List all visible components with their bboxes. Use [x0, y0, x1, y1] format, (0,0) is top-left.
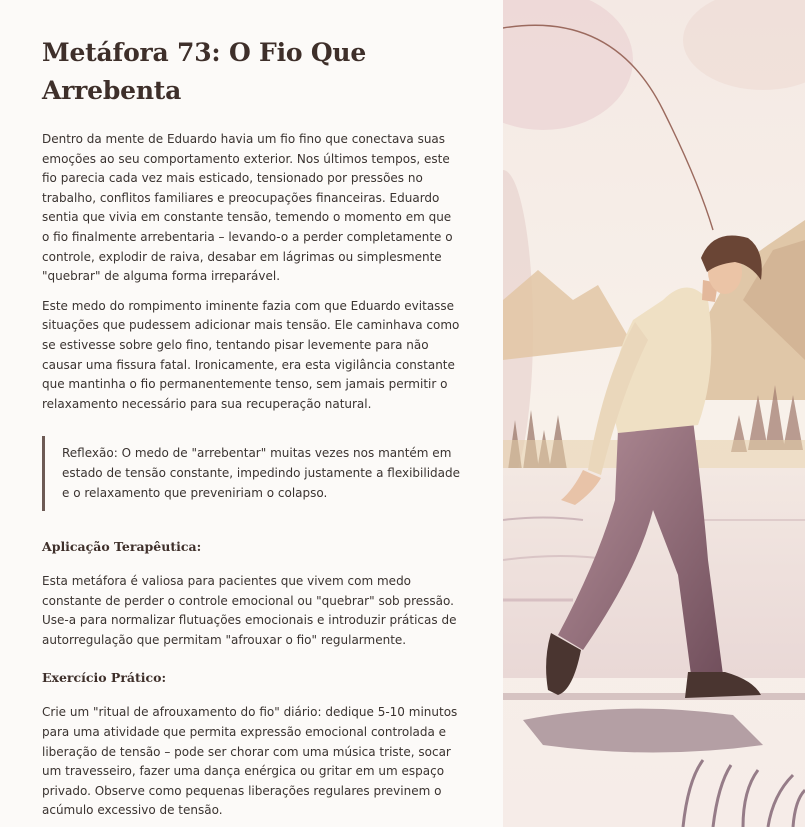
- exercise-text: Crie um "ritual de afrouxamento do fio" diário: dedique 5-10 minutos para uma atividade que permita expressão emocional controlada e liberação de tensão – pode ser chorar com uma música triste, socar um travesseiro, fazer uma dança enérgica ou gritar em um espaço privado. Observe como pequenas liberações regulares previnem o acúmulo excessivo de tensão.: [42, 705, 458, 818]
- ground-shadow: [523, 709, 763, 753]
- article-title: Metáfora 73: O Fio Que Arrebenta: [42, 38, 367, 105]
- man-walking-illustration: [503, 0, 805, 827]
- article-paragraph-2: Este medo do rompimento iminente fazia com que Eduardo evitasse situações que pudessem adicionar mais tensão. Ele caminhava como se estivesse sobre gelo fino, tentando pisar levemente para não causar uma fissura fatal. Ironicamente, era esta vigilância constante que mantinha o fio permanentemente tenso, sem jamais permitir o relaxamento necessário para sua recuperação natural.: [42, 298, 460, 411]
- exercise-heading: Exercício Prático:: [42, 670, 167, 686]
- application-text: Esta metáfora é valiosa para pacientes que vivem com medo constante de perder o controle emocional ou "quebrar" sob pressão. Use-a para normalizar flutuações emocionais e introduzir práticas de autorregulação que permitam "afrouxar o fio" regularmente.: [42, 574, 457, 647]
- reflection-blockquote: Reflexão: O medo de "arrebentar" muitas vezes nos mantém em estado de tensão constante, impedindo justamente a flexibilidade e o relaxamento que preveniriam o colapso.: [42, 436, 461, 511]
- application-heading: Aplicação Terapêutica:: [42, 539, 202, 555]
- article-paragraph-1: Dentro da mente de Eduardo havia um fio fino que conectava suas emoções ao seu comportamento exterior. Nos últimos tempos, este fio parecia cada vez mais esticado, tensionado por pressões no trabalho, conflitos familiares e preocupações financeiras. Eduardo sentia que vivia em constante tensão, temendo o momento em que o fio finalmente arrebentaria – levando-o a perder completamente o controle, explodir de raiva, desabar em lágrimas ou simplesmente "quebrar" de alguma forma irreparável.: [42, 132, 453, 284]
